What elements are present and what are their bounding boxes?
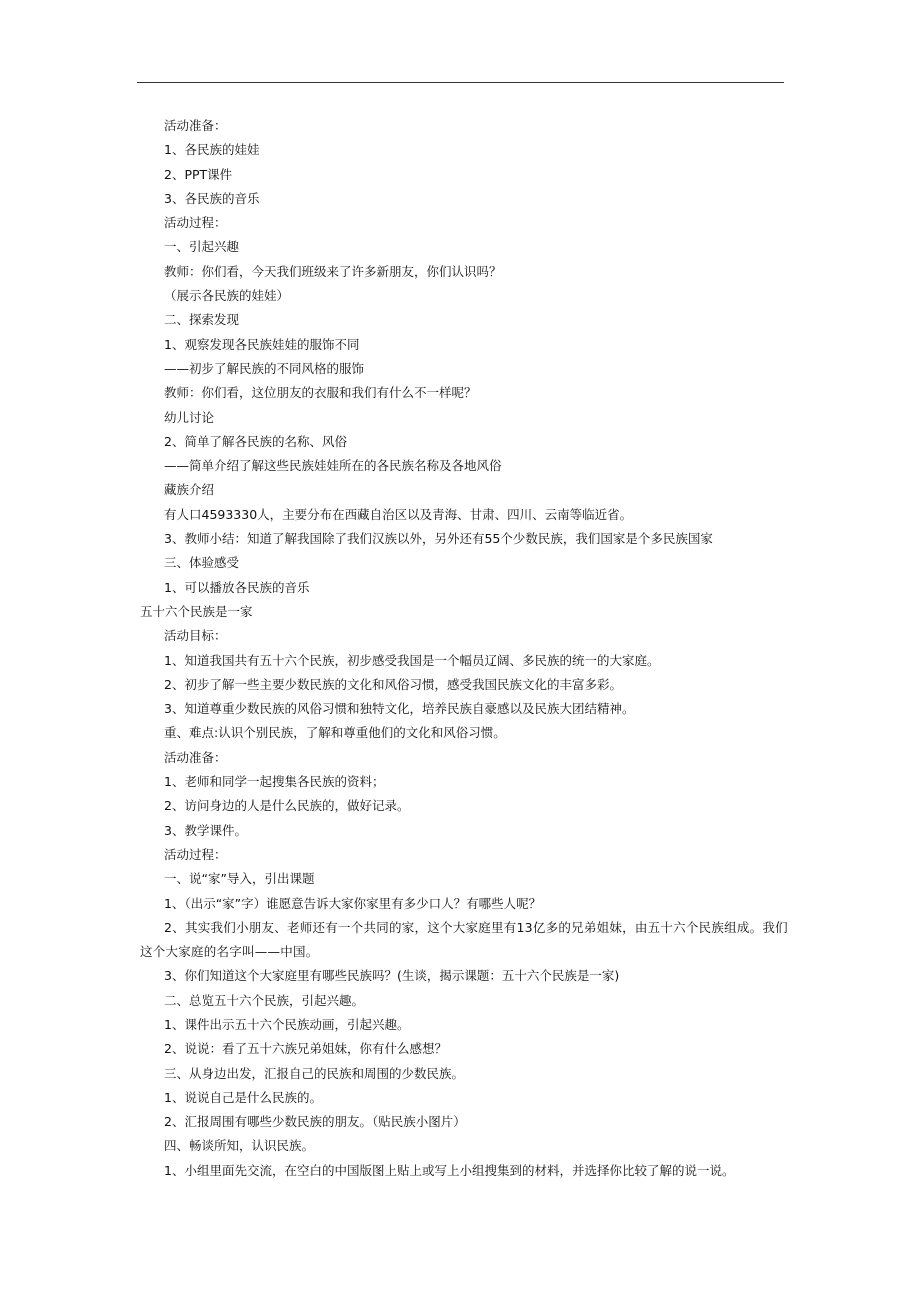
- text-line: 2、访问身边的人是什么民族的，做好记录。: [164, 798, 410, 814]
- text-line: 四、畅谈所知，认识民族。: [164, 1138, 315, 1154]
- document-body: [140, 114, 790, 1183]
- text-line: 活动过程：: [164, 215, 227, 231]
- text-line: 三、体验感受: [164, 555, 240, 571]
- text-line: 幼儿讨论: [164, 409, 215, 425]
- text-line: ——简单介绍了解这些民族娃娃所在的各民族名称及各地风俗: [164, 458, 502, 474]
- text-line: 3、知道尊重少数民族的风俗习惯和独特文化，培养民族自豪感以及民族大团结精神。: [164, 701, 635, 717]
- text-line: 2、汇报周围有哪些少数民族的朋友。（贴民族小图片）: [164, 1114, 466, 1130]
- text-line: 一、引起兴趣: [164, 239, 240, 255]
- text-line: 1、老师和同学一起搜集各民族的资料；: [164, 774, 385, 790]
- text-line: 3、教师小结：知道了解我国除了我们汉族以外，另外还有55个少数民族，我们国家是个多民族国家: [164, 531, 713, 547]
- text-line: 有人口4593330人，主要分布在西藏自治区以及青海、甘肃、四川、云南等临近省。: [164, 506, 633, 522]
- text-line: （展示各民族的娃娃）: [164, 288, 290, 304]
- text-line: 3、教学课件。: [164, 822, 247, 838]
- text-line: 1、各民族的娃娃: [164, 142, 260, 158]
- text-line: 教师：你们看，今天我们班级来了许多新朋友，你们认识吗？: [164, 263, 502, 279]
- text-line: 1、说说自己是什么民族的。: [164, 1089, 322, 1105]
- text-line: 1、可以播放各民族的音乐: [164, 579, 310, 595]
- text-line: 1、（出示“家”字）谁愿意告诉大家你家里有多少口人？有哪些人呢？: [164, 895, 542, 911]
- text-line: 重、难点:认识个别民族，了解和尊重他们的文化和风俗习惯。: [164, 725, 506, 741]
- text-line: ——初步了解民族的不同风格的服饰: [164, 360, 365, 376]
- text-line: 2、说说：看了五十六族兄弟姐妹，你有什么感想？: [164, 1041, 447, 1057]
- header-rule: [137, 82, 784, 83]
- text-line: 1、知道我国共有五十六个民族，初步感受我国是一个幅员辽阔、多民族的统一的大家庭。: [164, 652, 660, 668]
- text-line: 2、简单了解各民族的名称、风俗: [164, 433, 347, 449]
- text-line: 藏族介绍: [164, 482, 215, 498]
- text-line: 活动准备：: [164, 118, 227, 133]
- text-line: 1、小组里面先交流，在空白的中国版图上贴上或写上小组搜集到的材料，并选择你比较了解的说一说。: [164, 1162, 735, 1178]
- text-line: 2、其实我们小朋友、老师还有一个共同的家，这个大家庭里有13亿多的兄弟姐妹，由五十六个民族组成。我们这个大家庭的名字叫——中国。: [140, 919, 788, 960]
- text-line: 3、你们知道这个大家庭里有哪些民族吗？(生谈，揭示课题：五十六个民族是一家): [164, 968, 620, 984]
- text-line: 活动目标：: [164, 628, 227, 644]
- text-line: 3、各民族的音乐: [164, 190, 260, 206]
- text-line: 1、观察发现各民族娃娃的服饰不同: [164, 336, 360, 352]
- text-line: 三、从身边出发，汇报自己的民族和周围的少数民族。: [164, 1065, 465, 1081]
- text-line: 2、初步了解一些主要少数民族的文化和风俗习惯，感受我国民族文化的丰富多彩。: [164, 676, 622, 692]
- text-line: 二、探索发现: [164, 312, 240, 328]
- text-line: 2、PPT课件: [164, 166, 233, 182]
- text-line: 1、课件出示五十六个民族动画，引起兴趣。: [164, 1016, 410, 1032]
- text-line: 二、总览五十六个民族，引起兴趣。: [164, 992, 365, 1008]
- text-line: 一、说“家”导入，引出课题: [164, 871, 315, 887]
- text-line: 活动过程：: [164, 846, 227, 862]
- text-line: 教师：你们看，这位朋友的衣服和我们有什么不一样呢？: [164, 385, 477, 401]
- text-line: 活动准备：: [164, 749, 227, 765]
- text-line: 五十六个民族是一家: [140, 603, 253, 619]
